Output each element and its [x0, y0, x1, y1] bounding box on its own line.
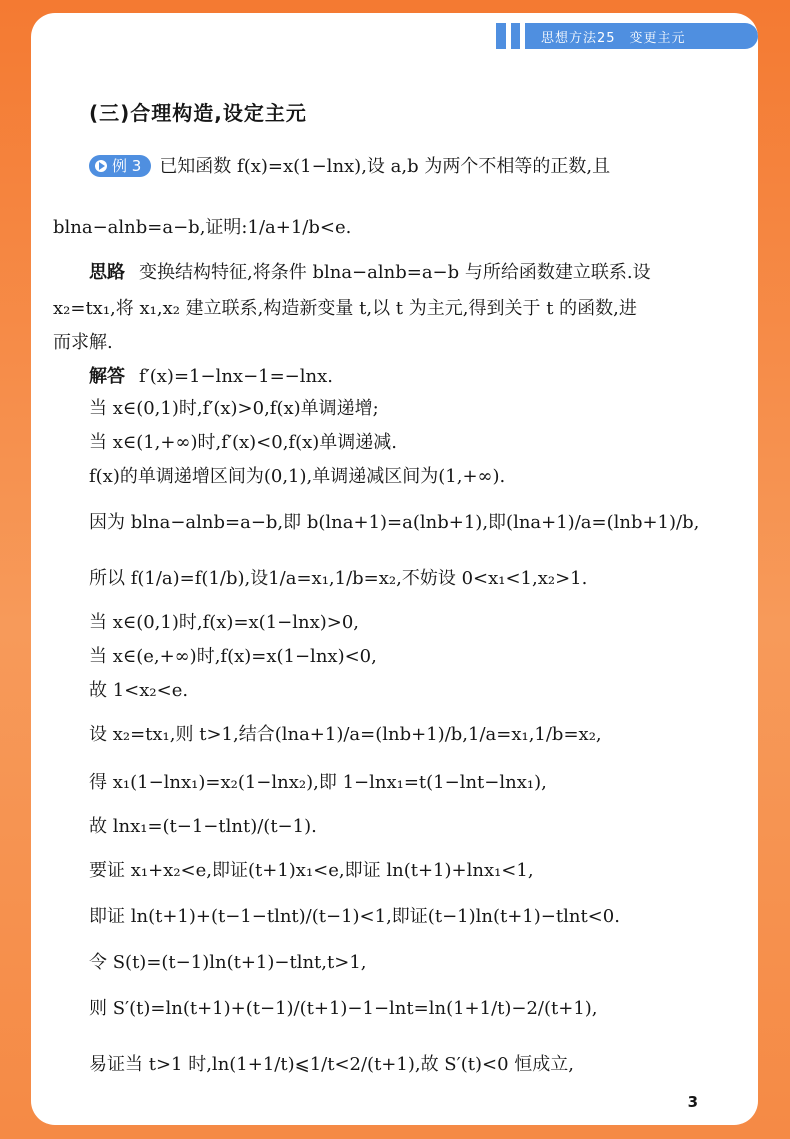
solution-line: 当 x∈(0,1)时,f(x)=x(1−lnx)>0,	[89, 612, 360, 633]
solution-line: 易证当 t>1 时,ln(1+1/t)⩽1/t<2/(t+1),故 S′(t)<0 恒成立,	[89, 1054, 574, 1075]
idea-line-3: 而求解.	[53, 332, 113, 353]
solution-label: 解答	[89, 366, 125, 387]
solution-line: 当 x∈(1,+∞)时,f′(x)<0,f(x)单调递减.	[89, 432, 397, 453]
solution-line: 所以 f(1/a)=f(1/b),设1/a=x₁,1/b=x₂,不妨设 0<x₁<1,x₂>1.	[89, 568, 588, 589]
solution-line: f(x)的单调递增区间为(0,1),单调递减区间为(1,+∞).	[89, 466, 506, 487]
page-number: 3	[687, 1093, 698, 1111]
solution-line: 当 x∈(e,+∞)时,f(x)=x(1−lnx)<0,	[89, 646, 377, 667]
solution-line: 因为 blna−alnb=a−b,即 b(lna+1)=a(lnb+1),即(lna+1)/a=(lnb+1)/b,	[89, 512, 700, 533]
play-icon	[95, 160, 107, 172]
solution-line: 要证 x₁+x₂<e,即证(t+1)x₁<e,即证 ln(t+1)+lnx₁<1,	[89, 860, 534, 881]
solution-line: 故 lnx₁=(t−1−tlnt)/(t−1).	[89, 816, 317, 837]
header-label: 思想方法25 变更主元	[541, 31, 686, 46]
solution-text-1: f′(x)=1−lnx−1=−lnx.	[139, 366, 333, 387]
section-title: (三)合理构造,设定主元	[89, 101, 307, 125]
example-line-1	[89, 155, 610, 179]
example-badge	[89, 155, 151, 177]
solution-line: 设 x₂=tx₁,则 t>1,结合(lna+1)/a=(lnb+1)/b,1/a=x₁,1/b=x₂,	[89, 724, 602, 745]
solution-line-1	[89, 365, 333, 389]
idea-line-2: x₂=tx₁,将 x₁,x₂ 建立联系,构造新变量 t,以 t 为主元,得到关于 t 的函数,进	[53, 298, 637, 319]
solution-line: 即证 ln(t+1)+(t−1−tlnt)/(t−1)<1,即证(t−1)ln(t+1)−tlnt<0.	[89, 906, 620, 927]
page-sheet	[31, 13, 758, 1125]
example-badge-label: 例 3	[112, 157, 142, 175]
example-text-1: 已知函数 f(x)=x(1−lnx),设 a,b 为两个不相等的正数,且	[159, 156, 611, 177]
example-line-2: blna−alnb=a−b,证明:1/a+1/b<e.	[53, 217, 352, 238]
solution-line: 得 x₁(1−lnx₁)=x₂(1−lnx₂),即 1−lnx₁=t(1−lnt−lnx₁),	[89, 772, 547, 793]
idea-label: 思路	[89, 262, 125, 283]
idea-line-1	[89, 261, 651, 285]
page-content	[31, 13, 758, 1125]
solution-line: 故 1<x₂<e.	[89, 680, 189, 701]
idea-text-1: 变换结构特征,将条件 blna−alnb=a−b 与所给函数建立联系.设	[139, 262, 651, 283]
solution-line: 当 x∈(0,1)时,f′(x)>0,f(x)单调递增;	[89, 398, 379, 419]
solution-line: 则 S′(t)=ln(t+1)+(t−1)/(t+1)−1−lnt=ln(1+1/t)−2/(t+1),	[89, 998, 598, 1019]
solution-line: 令 S(t)=(t−1)ln(t+1)−tlnt,t>1,	[89, 952, 367, 973]
